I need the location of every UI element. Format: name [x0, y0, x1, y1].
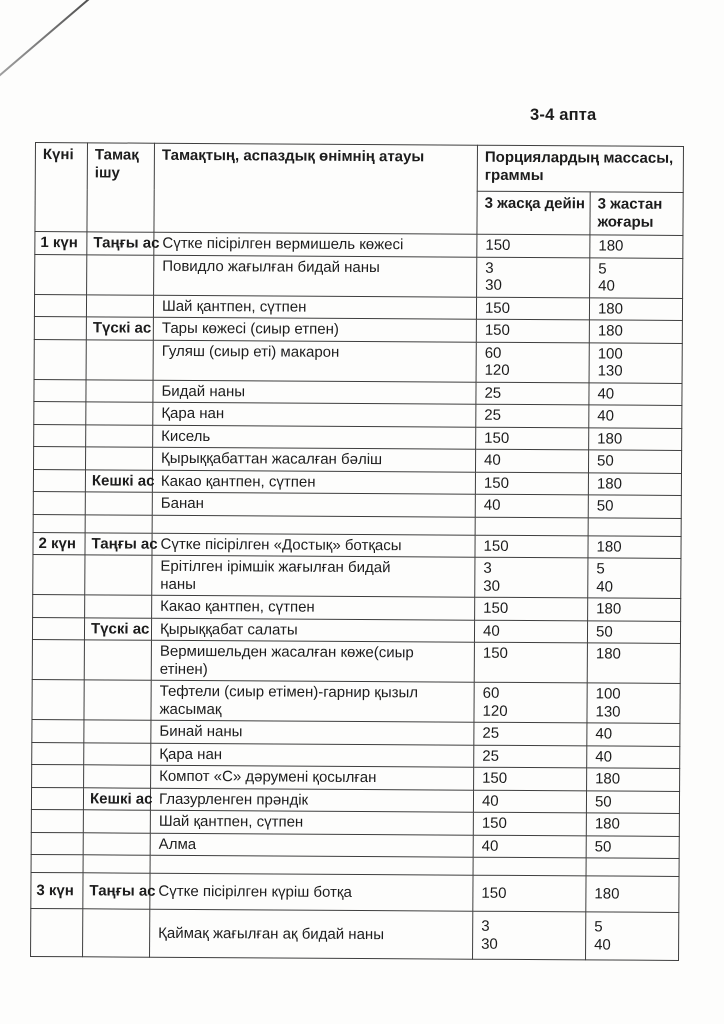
- dish-cell: Алма: [150, 833, 473, 857]
- menu-row: [34, 339, 682, 383]
- dish-cell: Кисель: [153, 425, 476, 449]
- portion-over3-cell: 180: [586, 813, 679, 836]
- meal-cell: [85, 514, 152, 532]
- menu-table-body: [31, 232, 683, 961]
- dish-cell: Шай қантпен, сүтпен: [153, 295, 476, 319]
- meal-cell: [84, 640, 151, 680]
- portion-under3-cell: 40: [473, 790, 586, 813]
- day-cell: [34, 446, 86, 469]
- dish-cell: Қырыққабат салаты: [151, 618, 474, 642]
- portion-under3-cell: 25: [474, 722, 587, 745]
- portion-over3-cell: [586, 858, 679, 877]
- dish-cell: Компот «С» дәрумені қосылған: [151, 765, 474, 789]
- portion-under3-cell: 150: [473, 812, 586, 835]
- dish-cell: Сүтке пісірілген вермишель көжесі: [154, 232, 477, 256]
- meal-cell: [84, 742, 151, 765]
- header-under3-cell: 3 жасқа дейін: [477, 191, 590, 235]
- meal-cell: [87, 254, 154, 294]
- meal-cell: Түскі ас: [84, 617, 151, 640]
- dish-cell: Глазурленген прәндік: [150, 788, 473, 812]
- page-title: 3-4 апта: [530, 106, 597, 124]
- portion-under3-cell: 25: [476, 404, 589, 427]
- meal-cell: [86, 339, 153, 379]
- dish-cell: [152, 515, 475, 535]
- scan-fold-line: [0, 0, 90, 76]
- portion-under3-cell: 150: [476, 297, 589, 320]
- meal-cell: [84, 765, 151, 788]
- meal-cell: Таңғы ас: [83, 873, 150, 909]
- portion-over3-cell: 180: [587, 643, 680, 684]
- meal-cell: [85, 555, 152, 595]
- day-cell: [32, 617, 84, 640]
- day-cell: [31, 809, 83, 832]
- day-cell: [34, 379, 86, 402]
- portion-under3-cell: 40: [474, 620, 587, 643]
- header-day-cell: Күні: [35, 143, 88, 232]
- day-cell: [34, 401, 86, 424]
- menu-row: [33, 554, 681, 598]
- meal-cell: [83, 810, 150, 833]
- day-cell: [34, 294, 86, 317]
- dish-cell: Шай қантпен, сүтпен: [150, 810, 473, 834]
- portion-over3-cell: 180: [589, 320, 682, 343]
- portion-over3-cell: 40: [589, 382, 682, 405]
- meal-cell: [83, 832, 150, 855]
- portion-under3-cell: [473, 857, 586, 876]
- day-cell: [31, 832, 83, 855]
- day-cell: 2 күн: [33, 532, 85, 555]
- portion-under3-cell: 60 120: [474, 682, 587, 723]
- dish-cell: Бидай наны: [153, 380, 476, 404]
- portion-over3-cell: 40: [587, 745, 680, 768]
- day-cell: [31, 854, 83, 872]
- dish-cell: [150, 855, 473, 875]
- portion-under3-cell: 150: [475, 535, 588, 558]
- dish-cell: Гуляш (сиыр еті) макарон: [153, 340, 476, 382]
- portion-over3-cell: 5 40: [588, 558, 681, 599]
- header-over3-cell: 3 жастан жоғары: [590, 192, 683, 236]
- day-cell: [33, 514, 85, 532]
- day-cell: [33, 491, 85, 514]
- portion-under3-cell: 40: [475, 494, 588, 517]
- menu-row: [32, 679, 680, 723]
- meal-cell: Таңғы ас: [87, 232, 154, 255]
- portion-over3-cell: 180: [588, 535, 681, 558]
- menu-table-header: [35, 143, 684, 236]
- meal-cell: Түскі ас: [86, 317, 153, 340]
- header-mass-cell: Порциялардың массасы, граммы: [477, 145, 683, 192]
- portion-over3-cell: 180: [590, 235, 683, 258]
- meal-cell: [83, 855, 150, 873]
- portion-under3-cell: 150: [473, 875, 586, 912]
- portion-under3-cell: 150: [475, 472, 588, 495]
- portion-under3-cell: 3 30: [477, 257, 590, 298]
- portion-over3-cell: 180: [587, 768, 680, 791]
- meal-cell: [86, 294, 153, 317]
- dish-cell: Сүтке пісірілген «Достық» ботқасы: [152, 533, 475, 557]
- portion-over3-cell: 50: [588, 495, 681, 518]
- dish-cell: Тефтели (сиыр етімен)-гарнир қызыл жасымақ: [151, 680, 474, 722]
- portion-over3-cell: 180: [586, 876, 679, 913]
- meal-cell: [84, 720, 151, 743]
- portion-under3-cell: 40: [473, 835, 586, 858]
- portion-under3-cell: 3 30: [475, 557, 588, 598]
- portion-over3-cell: [588, 517, 681, 536]
- dish-cell: Тары көжесі (сиыр етпен): [153, 317, 476, 341]
- menu-table-wrap: [30, 142, 684, 961]
- dish-cell: Бинай наны: [151, 720, 474, 744]
- portion-under3-cell: 150: [474, 642, 587, 683]
- day-cell: 1 күн: [35, 232, 87, 255]
- day-cell: [33, 594, 85, 617]
- portion-over3-cell: 180: [588, 472, 681, 495]
- portion-over3-cell: 100 130: [587, 683, 680, 724]
- menu-row: [32, 639, 680, 683]
- dish-cell: Повидло жағылған бидай наны: [154, 255, 477, 297]
- day-cell: [33, 469, 85, 492]
- dish-cell: Банан: [152, 492, 475, 516]
- portion-over3-cell: 40: [587, 723, 680, 746]
- day-cell: [35, 254, 87, 294]
- portion-under3-cell: 150: [475, 597, 588, 620]
- portion-under3-cell: 150: [477, 234, 590, 257]
- portion-over3-cell: 5 40: [590, 257, 683, 298]
- portion-over3-cell: 50: [588, 450, 681, 473]
- portion-over3-cell: 180: [588, 598, 681, 621]
- portion-under3-cell: 40: [475, 449, 588, 472]
- menu-row: [31, 908, 679, 960]
- menu-row: [35, 254, 683, 298]
- portion-under3-cell: 150: [474, 767, 587, 790]
- meal-cell: [83, 909, 150, 957]
- portion-under3-cell: 25: [474, 745, 587, 768]
- portion-under3-cell: 150: [476, 427, 589, 450]
- portion-over3-cell: 100 130: [589, 342, 682, 383]
- meal-cell: Кешкі ас: [85, 469, 152, 492]
- portion-over3-cell: 180: [589, 427, 682, 450]
- day-cell: [32, 639, 84, 679]
- meal-cell: [84, 680, 151, 720]
- portion-over3-cell: 50: [586, 790, 679, 813]
- day-cell: [32, 719, 84, 742]
- day-cell: [32, 679, 84, 719]
- header-meal-cell: Тамақ ішу: [87, 143, 155, 232]
- day-cell: [33, 554, 85, 594]
- header-dish-cell: Тамақтың, аспаздық өнімнің атауы: [154, 143, 478, 234]
- meal-cell: [85, 492, 152, 515]
- portion-over3-cell: 50: [587, 620, 680, 643]
- portion-over3-cell: 40: [589, 405, 682, 428]
- day-cell: 3 күн: [31, 872, 83, 908]
- day-cell: [31, 787, 83, 810]
- portion-over3-cell: 180: [589, 297, 682, 320]
- portion-under3-cell: 150: [476, 319, 589, 342]
- portion-over3-cell: 5 40: [586, 912, 679, 961]
- meal-cell: [86, 424, 153, 447]
- meal-cell: [86, 402, 153, 425]
- menu-row: [31, 872, 679, 912]
- dish-cell: Сүтке пісірілген күріш ботқа: [150, 873, 473, 911]
- day-cell: [32, 764, 84, 787]
- dish-cell: Қара нан: [151, 743, 474, 767]
- portion-under3-cell: 25: [476, 382, 589, 405]
- dish-cell: Вермишельден жасалған көже(сиыр етінен): [151, 640, 474, 682]
- meal-cell: Таңғы ас: [85, 532, 152, 555]
- portion-under3-cell: 3 30: [473, 911, 586, 960]
- portion-under3-cell: [475, 517, 588, 536]
- day-cell: [34, 339, 86, 379]
- day-cell: [34, 316, 86, 339]
- portion-under3-cell: 60 120: [476, 342, 589, 383]
- meal-cell: [86, 447, 153, 470]
- dish-cell: Қара нан: [153, 402, 476, 426]
- portion-over3-cell: 50: [586, 835, 679, 858]
- menu-table: [30, 142, 684, 961]
- dish-cell: Какао қантпен, сүтпен: [152, 470, 475, 494]
- meal-cell: [85, 595, 152, 618]
- meal-cell: [86, 379, 153, 402]
- dish-cell: Ерітілген ірімшік жағылған бидай наны: [152, 555, 475, 597]
- day-cell: [32, 742, 84, 765]
- day-cell: [34, 424, 86, 447]
- day-cell: [31, 908, 83, 956]
- meal-cell: Кешкі ас: [83, 787, 150, 810]
- dish-cell: Какао қантпен, сүтпен: [152, 595, 475, 619]
- dish-cell: Қаймақ жағылған ақ бидай наны: [150, 909, 473, 959]
- dish-cell: Қырыққабаттан жасалған бәліш: [153, 447, 476, 471]
